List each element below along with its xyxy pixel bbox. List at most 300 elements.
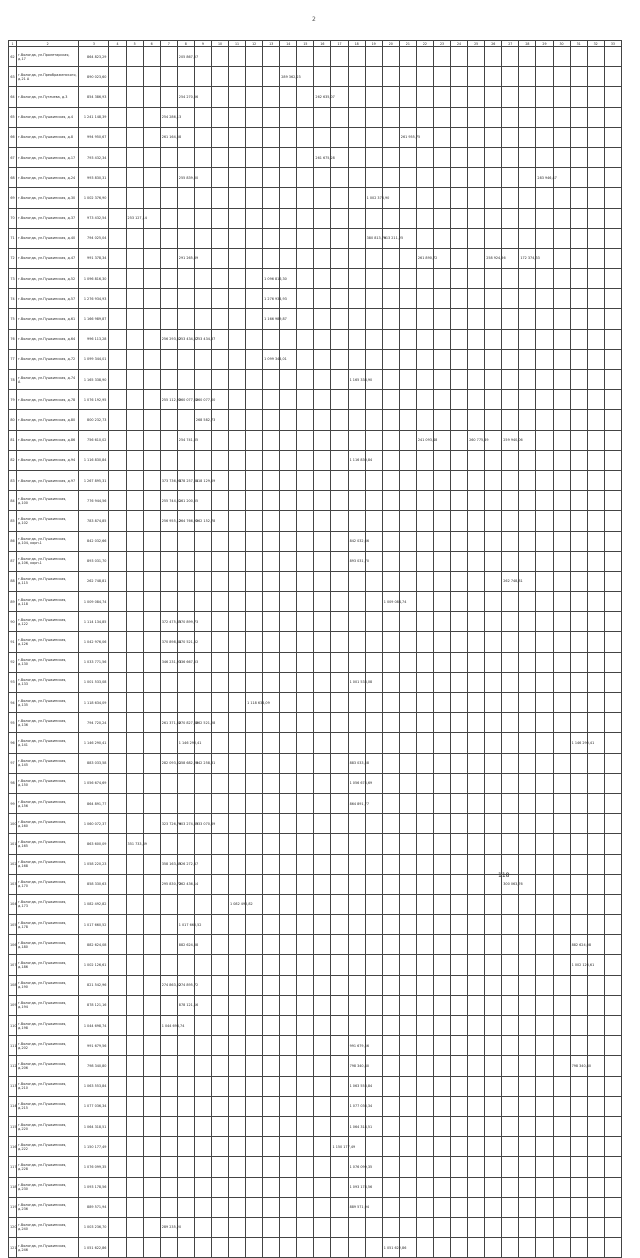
- value-cell: [211, 672, 228, 692]
- value-cell: 261 164,58: [160, 127, 177, 147]
- value-cell: [263, 874, 280, 894]
- value-cell: [297, 410, 314, 430]
- value-cell: [382, 531, 399, 551]
- value-cell: [280, 1036, 297, 1056]
- value-cell: [604, 773, 621, 793]
- value-cell: [365, 127, 382, 147]
- value-cell: [211, 67, 228, 87]
- value-cell: [246, 814, 263, 834]
- value-cell: [109, 1197, 126, 1217]
- value-cell: [570, 693, 587, 713]
- value-cell: [246, 1157, 263, 1177]
- value-cell: [229, 349, 246, 369]
- value-cell: [553, 248, 570, 268]
- value-cell: [536, 491, 553, 511]
- value-cell: [433, 632, 450, 652]
- value-cell: [519, 188, 536, 208]
- value-cell: [468, 1238, 485, 1258]
- value-cell: [587, 450, 604, 470]
- value-cell: [314, 955, 331, 975]
- value-cell: [451, 410, 468, 430]
- value-cell: [126, 1217, 143, 1237]
- value-cell: [468, 632, 485, 652]
- value-cell: [587, 47, 604, 67]
- value-cell: [485, 713, 502, 733]
- value-cell: [280, 592, 297, 612]
- value-cell: [194, 693, 211, 713]
- value-cell: [553, 430, 570, 450]
- value-cell: [160, 1157, 177, 1177]
- address-cell: г.Вологда, ул.Пушкинская, д.173: [17, 894, 79, 914]
- row-number: 111: [9, 1036, 17, 1056]
- value-cell: [331, 248, 348, 268]
- value-cell: [194, 955, 211, 975]
- value-cell: [502, 289, 519, 309]
- value-cell: [519, 531, 536, 551]
- value-cell: [502, 147, 519, 167]
- value-cell: [451, 571, 468, 591]
- value-cell: [570, 1157, 587, 1177]
- table-row: [9, 511, 622, 531]
- value-cell: [502, 955, 519, 975]
- value-cell: [143, 612, 160, 632]
- row-number: 63: [9, 67, 17, 87]
- value-cell: [468, 975, 485, 995]
- value-cell: [485, 349, 502, 369]
- value-cell: [382, 1076, 399, 1096]
- value-cell: [451, 693, 468, 713]
- value-cell: [399, 47, 416, 67]
- value-cell: [348, 592, 365, 612]
- value-cell: [382, 168, 399, 188]
- total-cell: 1 033 771,56: [79, 652, 109, 672]
- total-cell: 821 542,96: [79, 975, 109, 995]
- value-cell: [587, 1096, 604, 1116]
- total-cell: 1 077 036,34: [79, 1096, 109, 1116]
- value-cell: [365, 1217, 382, 1237]
- value-cell: [280, 753, 297, 773]
- value-cell: [485, 1157, 502, 1177]
- value-cell: [468, 773, 485, 793]
- value-cell: [280, 713, 297, 733]
- value-cell: [263, 995, 280, 1015]
- value-cell: [109, 107, 126, 127]
- value-cell: [399, 1197, 416, 1217]
- value-cell: [365, 894, 382, 914]
- value-cell: [587, 915, 604, 935]
- value-cell: [468, 995, 485, 1015]
- value-cell: [211, 127, 228, 147]
- total-cell: 798 340,80: [79, 1056, 109, 1076]
- value-cell: [331, 753, 348, 773]
- value-cell: [314, 773, 331, 793]
- address-cell: г.Вологда, ул.Пушкинская, д.72: [17, 349, 79, 369]
- value-cell: [263, 955, 280, 975]
- value-cell: [416, 632, 433, 652]
- value-cell: [468, 1197, 485, 1217]
- value-cell: [211, 168, 228, 188]
- value-cell: [587, 793, 604, 813]
- value-cell: [331, 470, 348, 490]
- value-cell: [263, 753, 280, 773]
- value-cell: [143, 1217, 160, 1237]
- value-cell: [604, 1197, 621, 1217]
- value-cell: [143, 127, 160, 147]
- value-cell: [468, 531, 485, 551]
- value-cell: [416, 1177, 433, 1197]
- value-cell: [519, 107, 536, 127]
- page-marker: 2: [312, 16, 316, 23]
- value-cell: [126, 713, 143, 733]
- value-cell: [502, 410, 519, 430]
- value-cell: [451, 652, 468, 672]
- value-cell: [399, 834, 416, 854]
- value-cell: [485, 67, 502, 87]
- table-row: [9, 1238, 622, 1258]
- value-cell: [604, 551, 621, 571]
- row-number: 121: [9, 1238, 17, 1258]
- value-cell: [160, 147, 177, 167]
- value-cell: [536, 1217, 553, 1237]
- value-cell: [502, 1036, 519, 1056]
- value-cell: 300 063,76: [502, 874, 519, 894]
- value-cell: [109, 854, 126, 874]
- value-cell: [246, 147, 263, 167]
- value-cell: [143, 1096, 160, 1116]
- value-cell: [485, 894, 502, 914]
- value-cell: [126, 1116, 143, 1136]
- value-cell: [348, 87, 365, 107]
- table-row: [9, 612, 622, 632]
- value-cell: [399, 632, 416, 652]
- value-cell: [468, 753, 485, 773]
- value-cell: [280, 612, 297, 632]
- value-cell: [280, 208, 297, 228]
- value-cell: [365, 592, 382, 612]
- value-cell: [433, 612, 450, 632]
- value-cell: [143, 733, 160, 753]
- value-cell: [348, 107, 365, 127]
- value-cell: [416, 975, 433, 995]
- value-cell: [211, 370, 228, 390]
- value-cell: [143, 1076, 160, 1096]
- value-cell: [468, 1076, 485, 1096]
- value-cell: [468, 571, 485, 591]
- value-cell: [194, 773, 211, 793]
- address-cell: г.Вологда, ул.Пушкинская, д.150: [17, 773, 79, 793]
- value-cell: [433, 531, 450, 551]
- value-cell: [451, 935, 468, 955]
- value-cell: [263, 1177, 280, 1197]
- value-cell: [553, 874, 570, 894]
- value-cell: [382, 915, 399, 935]
- row-number: 101: [9, 834, 17, 854]
- value-cell: [126, 1036, 143, 1056]
- total-cell: 854 386,93: [79, 87, 109, 107]
- address-cell: г.Вологда, ул.Пушкинская, д.222: [17, 1137, 79, 1157]
- value-cell: [109, 67, 126, 87]
- value-cell: [485, 915, 502, 935]
- value-cell: [604, 309, 621, 329]
- value-cell: [297, 955, 314, 975]
- row-number: 67: [9, 147, 17, 167]
- value-cell: [331, 632, 348, 652]
- value-cell: [553, 511, 570, 531]
- value-cell: [280, 632, 297, 652]
- header-cell: 9: [194, 41, 211, 47]
- value-cell: [365, 410, 382, 430]
- value-cell: [485, 652, 502, 672]
- value-cell: [143, 713, 160, 733]
- value-cell: [126, 773, 143, 793]
- value-cell: [263, 612, 280, 632]
- value-cell: [451, 491, 468, 511]
- value-cell: [485, 289, 502, 309]
- value-cell: [348, 390, 365, 410]
- value-cell: [177, 410, 194, 430]
- address-cell: г.Вологда, ул.Пушкинская, д.210: [17, 1076, 79, 1096]
- value-cell: 342 258,31: [194, 753, 211, 773]
- row-number: 91: [9, 632, 17, 652]
- value-cell: [570, 289, 587, 309]
- value-cell: [194, 289, 211, 309]
- value-cell: [382, 672, 399, 692]
- value-cell: 274 895,72: [177, 975, 194, 995]
- value-cell: [485, 733, 502, 753]
- value-cell: [468, 652, 485, 672]
- value-cell: [416, 854, 433, 874]
- value-cell: [451, 511, 468, 531]
- value-cell: [587, 147, 604, 167]
- value-cell: [519, 814, 536, 834]
- address-cell: г.Вологда, ул.Пушкинская, д.215: [17, 1096, 79, 1116]
- address-cell: г.Вологда, ул.Пушкинская, д.180: [17, 935, 79, 955]
- value-cell: [211, 773, 228, 793]
- value-cell: [331, 1036, 348, 1056]
- value-cell: [143, 1177, 160, 1197]
- value-cell: [433, 592, 450, 612]
- value-cell: [229, 470, 246, 490]
- value-cell: [280, 147, 297, 167]
- value-cell: [587, 1016, 604, 1036]
- value-cell: 1 017 660,52: [177, 915, 194, 935]
- value-cell: [160, 1056, 177, 1076]
- value-cell: [587, 975, 604, 995]
- value-cell: [109, 228, 126, 248]
- value-cell: [297, 592, 314, 612]
- header-cell: 32: [587, 41, 604, 47]
- value-cell: [211, 309, 228, 329]
- value-cell: [399, 1137, 416, 1157]
- value-cell: [416, 349, 433, 369]
- value-cell: [399, 935, 416, 955]
- value-cell: [451, 894, 468, 914]
- total-cell: 1 093 178,56: [79, 1177, 109, 1197]
- value-cell: [263, 329, 280, 349]
- value-cell: [348, 834, 365, 854]
- value-cell: [314, 47, 331, 67]
- value-cell: [126, 410, 143, 430]
- value-cell: [297, 571, 314, 591]
- value-cell: [109, 672, 126, 692]
- address-cell: г.Вологда, ул.Пушкинская, д.194: [17, 995, 79, 1015]
- value-cell: [143, 1036, 160, 1056]
- value-cell: [109, 168, 126, 188]
- row-number: 71: [9, 228, 17, 248]
- value-cell: [536, 410, 553, 430]
- value-cell: [468, 1036, 485, 1056]
- value-cell: [211, 531, 228, 551]
- value-cell: [604, 713, 621, 733]
- value-cell: [604, 672, 621, 692]
- value-cell: 260 077,00: [177, 390, 194, 410]
- value-cell: [485, 935, 502, 955]
- value-cell: [433, 228, 450, 248]
- value-cell: [263, 47, 280, 67]
- value-cell: [519, 773, 536, 793]
- address-cell: г.Вологда, ул.Пушкинская, д.202: [17, 1036, 79, 1056]
- value-cell: [109, 975, 126, 995]
- value-cell: [246, 450, 263, 470]
- value-cell: 1 064 318,51: [348, 1116, 365, 1136]
- value-cell: [126, 1197, 143, 1217]
- value-cell: [451, 672, 468, 692]
- value-cell: [451, 1157, 468, 1177]
- value-cell: [211, 571, 228, 591]
- value-cell: [314, 713, 331, 733]
- value-cell: [331, 1197, 348, 1217]
- value-cell: [160, 571, 177, 591]
- value-cell: [229, 188, 246, 208]
- total-cell: 1 044 698,74: [79, 1016, 109, 1036]
- value-cell: [314, 551, 331, 571]
- value-cell: [297, 47, 314, 67]
- value-cell: [451, 995, 468, 1015]
- value-cell: [263, 430, 280, 450]
- value-cell: [348, 854, 365, 874]
- value-cell: [348, 632, 365, 652]
- value-cell: [502, 1177, 519, 1197]
- value-cell: [348, 975, 365, 995]
- value-cell: [433, 107, 450, 127]
- value-cell: 373 736,98: [160, 470, 177, 490]
- value-cell: [587, 713, 604, 733]
- value-cell: 336 667,53: [177, 652, 194, 672]
- value-cell: [246, 995, 263, 1015]
- value-cell: [416, 450, 433, 470]
- value-cell: [194, 107, 211, 127]
- value-cell: [229, 874, 246, 894]
- value-cell: [451, 955, 468, 975]
- value-cell: [297, 612, 314, 632]
- value-cell: [229, 1036, 246, 1056]
- value-cell: [365, 693, 382, 713]
- value-cell: [399, 975, 416, 995]
- value-cell: [536, 107, 553, 127]
- value-cell: [485, 107, 502, 127]
- value-cell: [314, 248, 331, 268]
- value-cell: [297, 208, 314, 228]
- value-cell: [246, 168, 263, 188]
- header-cell: 20: [382, 41, 399, 47]
- value-cell: [468, 1137, 485, 1157]
- header-cell: 29: [536, 41, 553, 47]
- value-cell: [399, 874, 416, 894]
- value-cell: [177, 1096, 194, 1116]
- value-cell: [433, 733, 450, 753]
- value-cell: [143, 672, 160, 692]
- value-cell: [468, 87, 485, 107]
- value-cell: [229, 1137, 246, 1157]
- value-cell: [416, 147, 433, 167]
- value-cell: [536, 975, 553, 995]
- address-cell: г.Вологда, ул.Пушкинская, д.141: [17, 733, 79, 753]
- value-cell: [211, 349, 228, 369]
- value-cell: [451, 168, 468, 188]
- table-row: [9, 995, 622, 1015]
- value-cell: [382, 248, 399, 268]
- value-cell: [143, 370, 160, 390]
- value-cell: [502, 531, 519, 551]
- row-number: 87: [9, 551, 17, 571]
- value-cell: [109, 1036, 126, 1056]
- value-cell: [160, 551, 177, 571]
- value-cell: [297, 1238, 314, 1258]
- value-cell: [536, 370, 553, 390]
- value-cell: [314, 127, 331, 147]
- value-cell: [468, 1056, 485, 1076]
- value-cell: [297, 693, 314, 713]
- value-cell: [263, 814, 280, 834]
- address-cell: г.Вологда, ул.Пушкинская, д.8: [17, 127, 79, 147]
- value-cell: 1 076 099,35: [348, 1157, 365, 1177]
- table-row: [9, 915, 622, 935]
- value-cell: [263, 793, 280, 813]
- value-cell: 333 070,69: [194, 814, 211, 834]
- value-cell: [314, 410, 331, 430]
- total-cell: 994 950,67: [79, 127, 109, 147]
- value-cell: [280, 188, 297, 208]
- address-cell: г.Вологда, ул.Пушкинская, д.115: [17, 571, 79, 591]
- value-cell: [587, 814, 604, 834]
- value-cell: [109, 47, 126, 67]
- address-cell: г.Вологда, ул.Пушкинская, д.178: [17, 915, 79, 935]
- value-cell: [314, 107, 331, 127]
- value-cell: [570, 370, 587, 390]
- value-cell: [382, 834, 399, 854]
- value-cell: [280, 693, 297, 713]
- value-cell: [109, 995, 126, 1015]
- value-cell: [587, 1238, 604, 1258]
- row-number: 113: [9, 1076, 17, 1096]
- value-cell: [348, 329, 365, 349]
- value-cell: [365, 67, 382, 87]
- value-cell: [314, 894, 331, 914]
- table-row: [9, 693, 622, 713]
- value-cell: [246, 370, 263, 390]
- value-cell: [143, 1016, 160, 1036]
- value-cell: [553, 531, 570, 551]
- row-number: 106: [9, 935, 17, 955]
- value-cell: [109, 208, 126, 228]
- value-cell: [211, 793, 228, 813]
- value-cell: [553, 854, 570, 874]
- row-number: 109: [9, 995, 17, 1015]
- value-cell: [263, 935, 280, 955]
- value-cell: [348, 894, 365, 914]
- value-cell: [314, 652, 331, 672]
- value-cell: [229, 491, 246, 511]
